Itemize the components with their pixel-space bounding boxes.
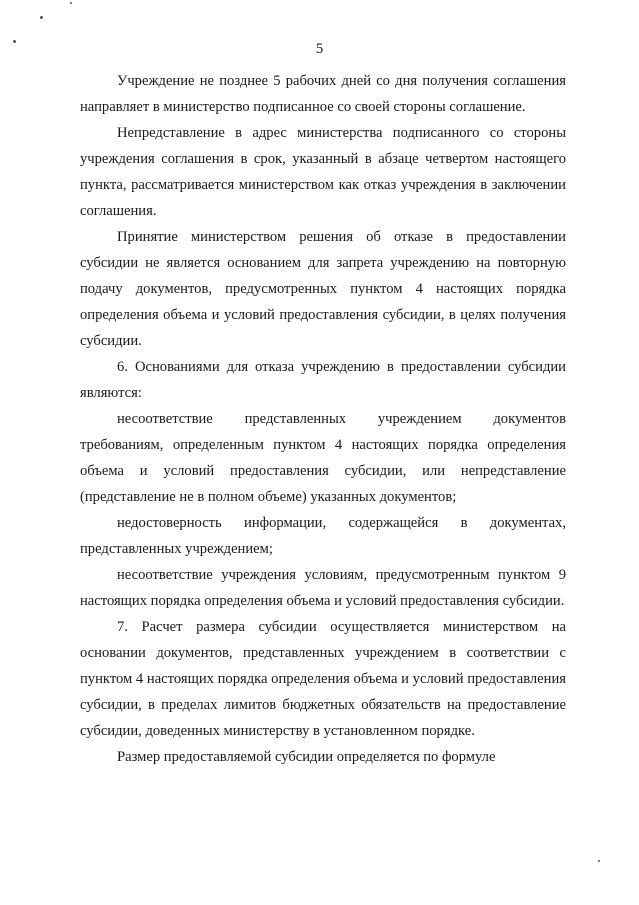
paragraph-section-7: 7. Расчет размера субсидии осуществляется министерством на основании документов, представленных учреждением в соответствии с пунктом 4 настоящих порядка определения объема и условий предоставления субсидии, в пределах лимитов бюджетных обязательств на предоставление субсидии, доведенных министерству в установленном порядке. bbox=[80, 619, 566, 739]
page-number: 5 bbox=[315, 41, 324, 57]
paragraph-ground-1: несоответствие представленных учреждением документов требованиям, определенным пунктом 4 настоящих порядка определения объема и условий предоставления субсидии, или непредставление (представление не в полном объеме) указанных документов; bbox=[80, 411, 566, 505]
paragraph-agreement-deadline: Учреждение не позднее 5 рабочих дней со дня получения соглашения направляет в министерство подписанное со своей стороны соглашение. bbox=[80, 73, 566, 115]
paragraph-refusal-decision: Принятие министерством решения об отказе в предоставлении субсидии не является основанием для запрета учреждению на повторную подачу документов, предусмотренных пунктом 4 настоящих порядка определения объема и условий предоставления субсидии, в целях получения субсидии. bbox=[80, 229, 566, 349]
scan-speck bbox=[13, 40, 16, 43]
scan-speck bbox=[598, 860, 600, 862]
paragraph-ground-3: несоответствие учреждения условиям, предусмотренным пунктом 9 настоящих порядка определения объема и условий предоставления субсидии. bbox=[80, 567, 566, 609]
scan-speck bbox=[70, 2, 72, 4]
scan-speck bbox=[40, 16, 43, 19]
paragraph-non-submission: Непредставление в адрес министерства подписанного со стороны учреждения соглашения в срок, указанный в абзаце четвертом настоящего пункта, рассматривается министерством как отказ учреждения в заключении соглашения. bbox=[80, 125, 566, 219]
paragraph-ground-2: недостоверность информации, содержащейся в документах, представленных учреждением; bbox=[80, 515, 566, 557]
paragraph-formula-intro: Размер предоставляемой субсидии определяется по формуле bbox=[117, 749, 496, 765]
paragraph-section-6: 6. Основаниями для отказа учреждению в предоставлении субсидии являются: bbox=[80, 359, 566, 401]
document-body bbox=[80, 68, 566, 770]
